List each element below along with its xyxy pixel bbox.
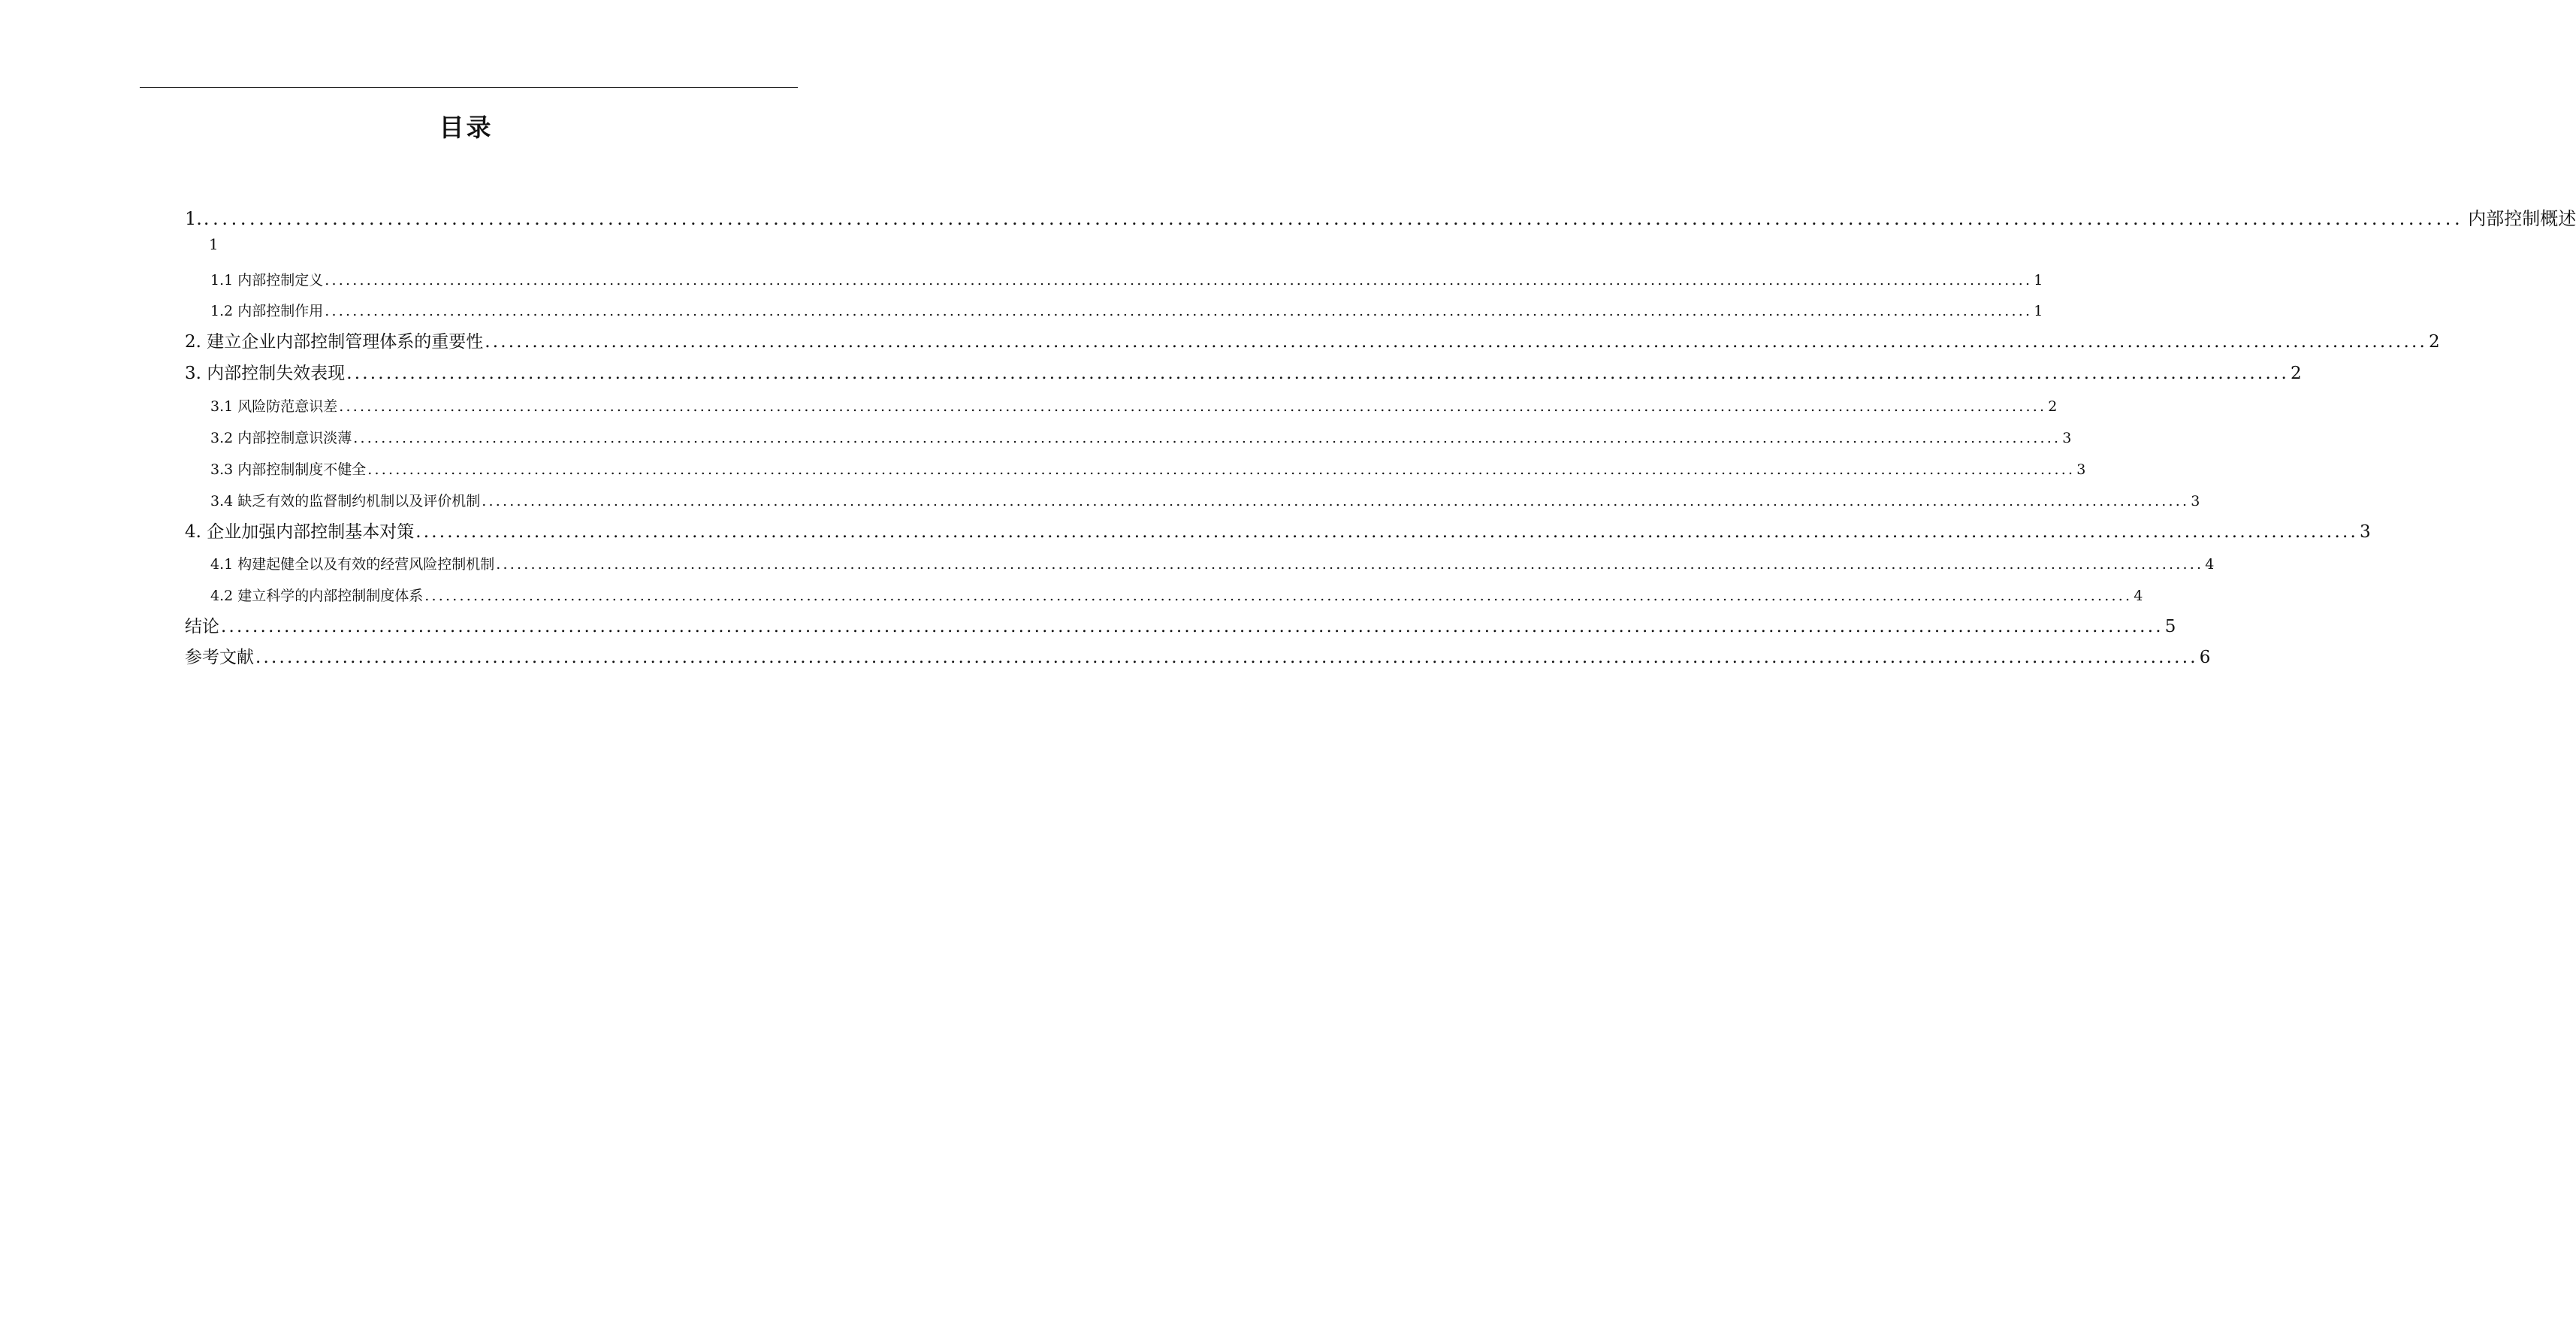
toc-page-number: 2 (2428, 332, 2440, 352)
toc-entry-label: 4.1 构建起健全以及有效的经营风险控制机制 (210, 556, 495, 573)
toc-page-number: 1 (2034, 303, 2043, 319)
toc-entry-label: 参考文献 (185, 648, 254, 667)
toc-entry[interactable] (210, 555, 2215, 574)
toc-entry-label: 内部控制概述 (2468, 208, 2576, 229)
toc-leader-dots: ...................................................................................................................................................................................................................................................... (325, 272, 2033, 289)
toc-page-number: 3 (2191, 493, 2200, 509)
toc-entry-label: 3.3 内部控制制度不健全 (210, 461, 367, 478)
toc-leader-dots: ...................................................................................................................................................................................................................................................... (255, 648, 2198, 667)
toc-leader-dots: ...................................................................................................................................................................................................................................................... (415, 522, 2358, 542)
toc-entry[interactable] (210, 586, 2143, 606)
toc-entry-label: 3.1 风险防范意识差 (210, 398, 338, 415)
toc-entry[interactable] (185, 646, 2211, 669)
toc-entry-label: 1.2 内部控制作用 (210, 303, 324, 319)
toc-page-number: 2 (2048, 398, 2058, 415)
toc-entry[interactable] (210, 460, 2086, 479)
toc-page-number: 4 (2205, 556, 2215, 573)
toc-entry[interactable] (210, 397, 2058, 416)
toc-entry[interactable] (210, 491, 2200, 511)
toc-leader-dots: ...................................................................................................................................................................................................................................................... (346, 364, 2289, 383)
toc-entry-label: 2. 建立企业内部控制管理体系的重要性 (185, 332, 484, 352)
toc-leader-dots: ...................................................................................................................................................................................................................................................... (367, 461, 2076, 478)
toc-entry-number: 1. (185, 208, 202, 229)
toc-entry-label: 3. 内部控制失效表现 (185, 364, 346, 383)
toc-entry-1-line (185, 207, 2576, 231)
toc-page-number: 1 (209, 235, 219, 253)
toc-page-number: 4 (2134, 588, 2143, 604)
toc-entry-label: 结论 (185, 617, 219, 636)
toc-leader-dots: ...................................................................................................................................................................................................................................................... (339, 398, 2047, 415)
toc-leader-dots: ...................................................................................................................................................................................................................................................... (353, 430, 2061, 446)
toc-page-number: 3 (2076, 461, 2086, 478)
toc-page-number: 2 (2290, 364, 2302, 383)
toc-leader-dots: ...................................................................................................................................................................................................................................................... (424, 588, 2133, 604)
toc-page-number: 6 (2199, 648, 2211, 667)
toc-entry-1[interactable] (185, 207, 2576, 255)
toc-entry[interactable] (185, 521, 2371, 543)
toc-entry-label: 3.4 缺乏有效的监督制约机制以及评价机制 (210, 493, 481, 509)
header-rule (140, 87, 798, 88)
toc-entry-label: 3.2 内部控制意识淡薄 (210, 430, 352, 446)
toc-page-number: 5 (2164, 617, 2176, 636)
toc-page-number: 3 (2359, 522, 2371, 542)
toc-entry[interactable] (210, 301, 2043, 321)
toc-leader-dots: ...................................................................................................................................................................................................................................................... (221, 617, 2164, 636)
toc-entry[interactable] (210, 271, 2043, 290)
toc-page-number: 1 (2034, 272, 2043, 289)
toc-leader-dots: ...................................................................................................................................................................................................................................................... (203, 208, 2464, 229)
toc-leader-dots: ...................................................................................................................................................................................................................................................... (482, 493, 2190, 509)
toc-entry-label: 4.2 建立科学的内部控制制度体系 (210, 588, 424, 604)
toc-leader-dots: ...................................................................................................................................................................................................................................................... (325, 303, 2033, 319)
toc-entry[interactable] (185, 362, 2302, 385)
toc-entry[interactable] (210, 428, 2072, 448)
toc-entry-label: 1.1 内部控制定义 (210, 272, 324, 289)
toc-page-number: 3 (2062, 430, 2072, 446)
toc-leader-dots: ...................................................................................................................................................................................................................................................... (485, 332, 2427, 352)
toc-entry[interactable] (185, 331, 2440, 353)
toc-entry-label: 4. 企业加强内部控制基本对策 (185, 522, 415, 542)
toc-leader-dots: ...................................................................................................................................................................................................................................................... (496, 556, 2204, 573)
toc-title: 目录 (439, 113, 494, 142)
toc-entry[interactable] (185, 615, 2176, 638)
